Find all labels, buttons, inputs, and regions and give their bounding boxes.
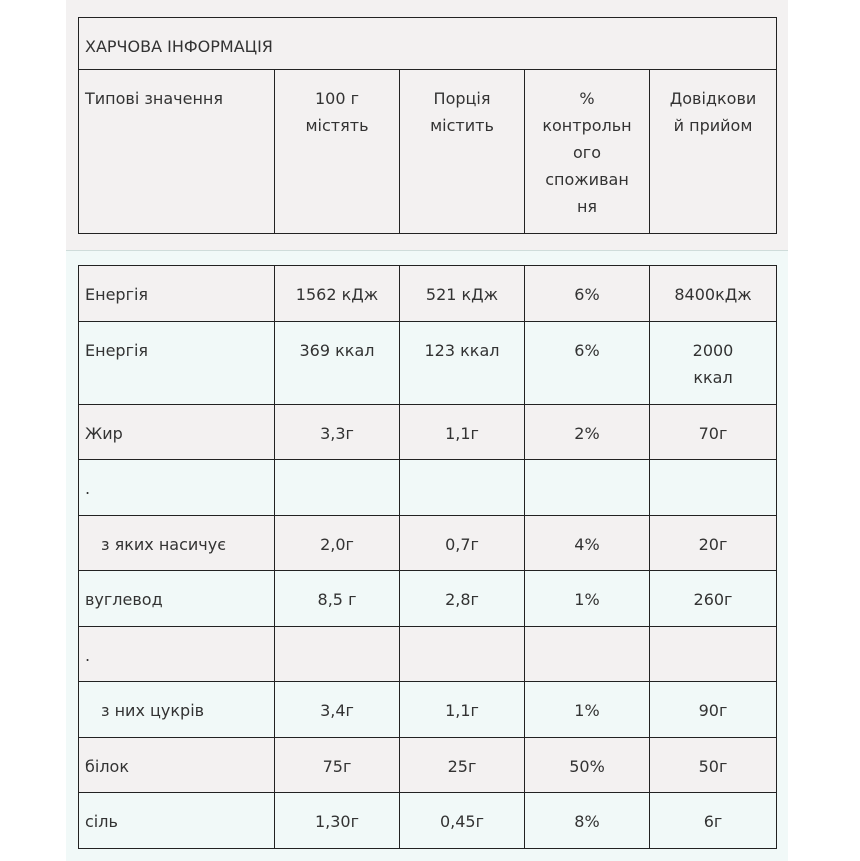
table-row — [79, 793, 777, 849]
cell-percent: 8% — [525, 793, 650, 849]
cell-reference: 50г — [650, 738, 777, 793]
cell-per-100g — [275, 460, 400, 516]
row-label: . — [79, 627, 275, 682]
cell-per-100g: 369 ккал — [275, 322, 400, 405]
cell-per-100g: 8,5 г — [275, 571, 400, 627]
table-row — [79, 266, 777, 322]
table-row — [79, 322, 777, 405]
row-label: з яких насичує — [79, 516, 275, 571]
cell-percent: 4% — [525, 516, 650, 571]
cell-percent — [525, 627, 650, 682]
cell-percent: 6% — [525, 266, 650, 322]
column-header-per-portion: Порція містить — [400, 70, 525, 234]
table-row — [79, 627, 777, 682]
row-label: з них цукрів — [79, 682, 275, 738]
column-header-percent-intake: % контрольн ого споживан ня — [525, 70, 650, 234]
nutrition-data-table — [78, 265, 777, 849]
cell-per-portion: 1,1г — [400, 405, 525, 460]
cell-reference: 20г — [650, 516, 777, 571]
table-row — [79, 405, 777, 460]
cell-reference — [650, 627, 777, 682]
cell-reference: 260г — [650, 571, 777, 627]
column-header-reference-intake: Довідкови й прийом — [650, 70, 777, 234]
cell-per-portion: 2,8г — [400, 571, 525, 627]
cell-percent: 6% — [525, 322, 650, 405]
table-row — [79, 460, 777, 516]
table-row — [79, 516, 777, 571]
column-header-per-100g: 100 г містять — [275, 70, 400, 234]
cell-per-portion: 0,7г — [400, 516, 525, 571]
row-label: Жир — [79, 405, 275, 460]
cell-per-100g: 75г — [275, 738, 400, 793]
row-label: Енергія — [79, 322, 275, 405]
row-label: . — [79, 460, 275, 516]
cell-percent: 2% — [525, 405, 650, 460]
cell-per-100g — [275, 627, 400, 682]
cell-reference — [650, 460, 777, 516]
table-row — [79, 571, 777, 627]
cell-per-portion — [400, 460, 525, 516]
cell-reference: 8400кДж — [650, 266, 777, 322]
cell-per-100g: 2,0г — [275, 516, 400, 571]
cell-per-portion: 25г — [400, 738, 525, 793]
column-header-typical-values: Типові значення — [79, 70, 275, 234]
row-label: вуглевод — [79, 571, 275, 627]
cell-per-portion — [400, 627, 525, 682]
cell-per-100g: 3,4г — [275, 682, 400, 738]
cell-percent — [525, 460, 650, 516]
cell-per-portion: 521 кДж — [400, 266, 525, 322]
row-label: білок — [79, 738, 275, 793]
nutrition-header-table — [78, 17, 777, 234]
row-label: сіль — [79, 793, 275, 849]
cell-per-portion: 123 ккал — [400, 322, 525, 405]
cell-reference: 90г — [650, 682, 777, 738]
cell-per-portion: 0,45г — [400, 793, 525, 849]
cell-percent: 50% — [525, 738, 650, 793]
cell-per-100g: 1,30г — [275, 793, 400, 849]
table-row — [79, 682, 777, 738]
table-title: ХАРЧОВА ІНФОРМАЦІЯ — [79, 18, 777, 70]
cell-reference: 2000 ккал — [650, 322, 777, 405]
cell-per-100g: 3,3г — [275, 405, 400, 460]
table-row — [79, 738, 777, 793]
cell-reference: 6г — [650, 793, 777, 849]
cell-percent: 1% — [525, 682, 650, 738]
cell-per-100g: 1562 кДж — [275, 266, 400, 322]
cell-percent: 1% — [525, 571, 650, 627]
row-label: Енергія — [79, 266, 275, 322]
cell-reference: 70г — [650, 405, 777, 460]
cell-per-portion: 1,1г — [400, 682, 525, 738]
